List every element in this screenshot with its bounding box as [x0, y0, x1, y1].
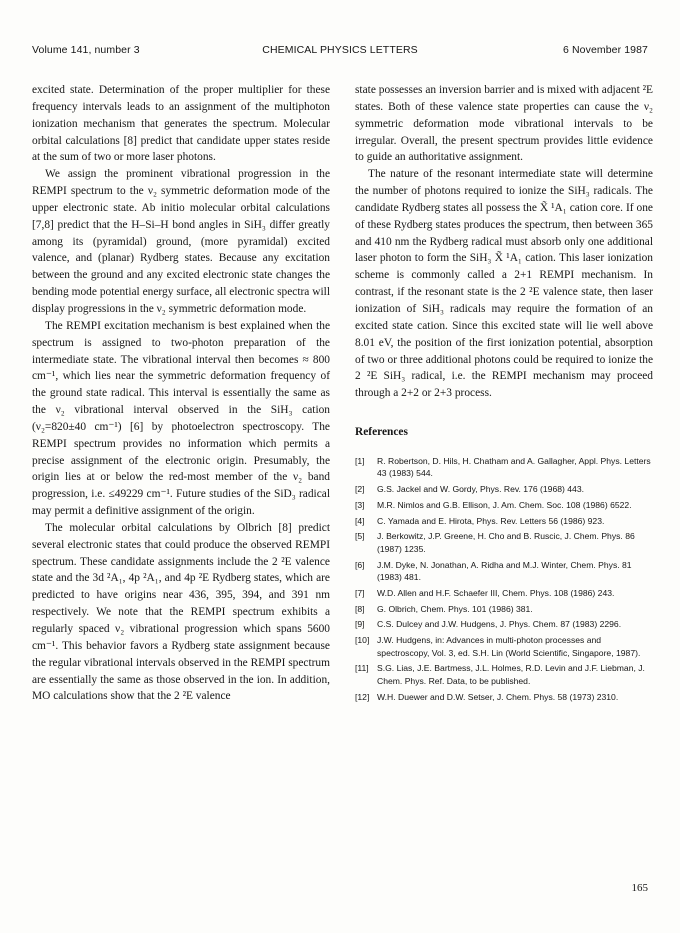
right-column	[355, 82, 653, 706]
reference-text: C.S. Dulcey and J.W. Hudgens, J. Phys. Chem. 87 (1983) 2296.	[377, 619, 622, 630]
reference-text: G.S. Jackel and W. Gordy, Phys. Rev. 176 (1968) 443.	[377, 484, 584, 495]
reference-number: [4]	[355, 515, 365, 526]
reference-item	[355, 559, 653, 584]
paragraph: state possesses an inversion barrier and is mixed with adjacent ²E states. Both of these valence state properties can cause the ν₂ symmetric deformation mode vibrational intervals to be irregular. Overall, the present spectrum provides little evidence to guide an authoritative assignment.	[355, 84, 653, 164]
reference-item	[355, 662, 653, 687]
left-column	[32, 82, 330, 705]
issue-date: 6 November 1987	[563, 44, 648, 56]
reference-item	[355, 530, 653, 555]
reference-text: R. Robertson, D. Hils, H. Chatham and A. Gallagher, Appl. Phys. Letters 43 (1983) 544.	[377, 455, 651, 479]
reference-item	[355, 483, 653, 495]
reference-number: [12]	[355, 691, 370, 702]
paragraph: The molecular orbital calculations by Olbrich [8] predict several electronic states that could produce the observed REMPI spectrum. These candidate assignments include the 2 ²E valence state and the 3d ²A₁, 4p ²A₁, and 4p ²E Rydberg states, which are predicted to have origins near 436, 395, 394, and 391 nm respectively. We note that the REMPI spectrum exhibits a regularly spaced ν₂ vibrational progression which spans 5600 cm⁻¹. This behavior favors a Rydberg state assignment because the regular vibrational intervals observed in the REMPI spectrum are essentially the same as those observed in the ion. In addition, MO calculations show that the 2 ²E valence	[32, 521, 330, 703]
reference-text: W.D. Allen and H.F. Schaefer III, Chem. Phys. 108 (1986) 243.	[377, 587, 615, 598]
reference-text: J.W. Hudgens, in: Advances in multi-photon processes and spectroscopy, Vol. 3, ed. S.H. Lin (World Scientific, Singapore, 1987).	[377, 635, 641, 658]
reference-text: W.H. Duewer and D.W. Setser, J. Chem. Phys. 58 (1973) 2310.	[377, 691, 619, 702]
reference-item	[355, 691, 653, 703]
reference-list	[355, 455, 653, 703]
reference-text: J. Berkowitz, J.P. Greene, H. Cho and B. Ruscic, J. Chem. Phys. 86 (1987) 1235.	[377, 531, 635, 554]
reference-text: M.R. Nimlos and G.B. Ellison, J. Am. Chem. Soc. 108 (1986) 6522.	[377, 499, 632, 510]
reference-item	[355, 634, 653, 659]
paragraph: The nature of the resonant intermediate state will determine the number of photons required to ionize the SiH₃ radicals. The candidate Rydberg states all possess the X̃ ¹A₁ cation core. If one of these Rydberg states produces the spectrum, then between 365 and 410 nm the Rydberg radical must absorb only one additional laser photon to form the SiH₃ X̃ ¹A₁ cation. This laser ionization scheme is commonly called a 2+1 REMPI mechanism. In contrast, if the resonant state is the 2 ²E valence state, then laser ionization of SiH₃ radicals may require the formation of an excited state cation. Since this excited state will lie well above 8.01 eV, the position of the first ionization potential, absorption of two or three additional photons could be required to ionize the 2 ²E SiH₃ radical, i.e. the REMPI mechanism may proceed through a 2+2 or 2+3 process.	[355, 168, 653, 400]
reference-item	[355, 499, 653, 511]
volume-info: Volume 141, number 3	[32, 44, 140, 56]
reference-item	[355, 515, 653, 527]
reference-item	[355, 618, 653, 630]
paragraph: The REMPI excitation mechanism is best explained when the spectrum is assigned to two-photon preparation of the intermediate state. The vibrational interval then becomes ≈ 800 cm⁻¹, which lies near the symmetric deformation frequency of the ground state radical. This interval is essentially the same as the ν₂ vibrational interval observed in the SiH₃ cation (ν₂=820±40 cm⁻¹) [6] by photoelectron spectroscopy. The REMPI spectrum provides no information which permits a precise assignment of the electronic origin. Presumably, the origin lies at or below the red-most member of the ν₂ band progression, i.e. ≤49229 cm⁻¹. Future studies of the SiD₃ radical may permit a definitive assignment of the origin.	[32, 319, 330, 518]
reference-number: [2]	[355, 484, 365, 495]
reference-number: [5]	[355, 531, 365, 542]
reference-number: [1]	[355, 455, 365, 466]
reference-number: [3]	[355, 499, 365, 510]
running-header	[32, 44, 648, 58]
reference-item	[355, 587, 653, 599]
reference-item	[355, 455, 653, 480]
reference-number: [6]	[355, 559, 365, 570]
reference-number: [11]	[355, 663, 369, 674]
reference-text: J.M. Dyke, N. Jonathan, A. Ridha and M.J. Winter, Chem. Phys. 81 (1983) 481.	[377, 559, 632, 583]
page-number: 165	[631, 882, 648, 894]
reference-number: [7]	[355, 587, 365, 598]
reference-item	[355, 603, 653, 615]
reference-text: G. Olbrich, Chem. Phys. 101 (1986) 381.	[377, 603, 533, 614]
reference-text: C. Yamada and E. Hirota, Phys. Rev. Letters 56 (1986) 923.	[377, 515, 605, 526]
references-heading: References	[355, 426, 408, 439]
paragraph: excited state. Determination of the proper multiplier for these frequency intervals leads to an assignment of the multiphoton ionization mechanism that generates the spectrum. Molecular orbital calculations [8] predict that candidate upper states reside at the sum of two or more laser photons.	[32, 84, 330, 164]
reference-number: [9]	[355, 619, 365, 630]
reference-number: [8]	[355, 603, 365, 614]
reference-number: [10]	[355, 635, 370, 646]
reference-text: S.G. Lias, J.E. Bartmess, J.L. Holmes, R.D. Levin and J.F. Liebman, J. Chem. Phys. Ref. Data, to be published.	[377, 663, 645, 686]
journal-title: CHEMICAL PHYSICS LETTERS	[262, 44, 418, 56]
paragraph: We assign the prominent vibrational progression in the REMPI spectrum to the ν₂ symmetric deformation mode of the upper electronic state. Ab initio molecular orbital calculations [7,8] predict that the H–Si–H bond angles in SiH₃ differ greatly among its (pyramidal) ground, (more pyramidal) excited valence, and (planar) Rydberg states. Because any excitation between the ground and any excited electronic state changes the bending mode potential energy surface, all electronic spectra will display progressions in the ν₂ symmetric deformation mode.	[32, 168, 330, 315]
